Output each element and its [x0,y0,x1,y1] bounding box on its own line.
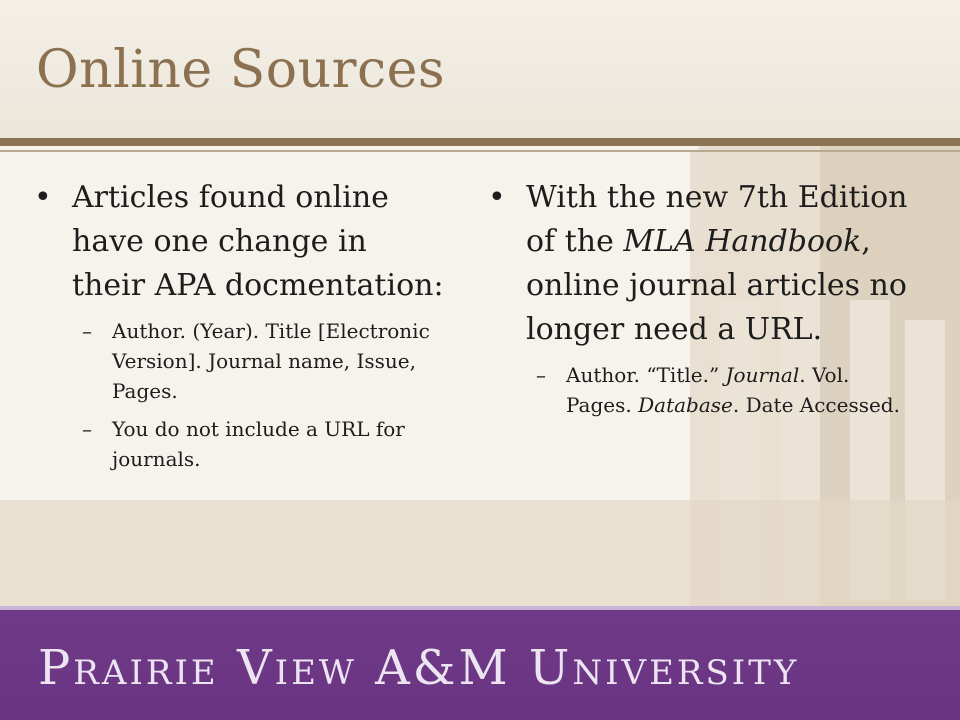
right-bullet-text-c: , online journal articles no longer need a URL. [526,224,907,347]
right-sub-e: . Date Accessed. [732,393,900,417]
right-subpoint-text [566,360,908,420]
en-dash-icon: – [536,363,546,387]
left-subpoint-text: Author. (Year). Title [Electronic Version]. Journal name, Issue, Pages. [112,319,430,403]
header-rule [0,138,960,146]
left-bullet-text: Articles found online have one change in their APA docmentation: [72,180,444,303]
en-dash-icon: – [82,417,92,441]
right-bullet-text-a: With the new 7th Edition of the [526,180,908,259]
right-bullet-text [526,176,908,352]
left-column [34,176,444,474]
en-dash-icon: – [82,319,92,343]
right-column [488,176,908,420]
right-subpoint-1 [536,360,908,420]
right-sub-d: Database [638,393,733,417]
bullet-dot-icon: • [34,180,52,215]
left-bullet [34,176,444,308]
right-bullet-text-b: MLA Handbook [623,224,862,259]
left-subpoint-2 [82,414,444,474]
left-subpoint-text: You do not include a URL for journals. [112,417,405,471]
header-rule-thin [0,150,960,152]
left-subpoint-1 [82,316,444,406]
right-bullet [488,176,908,352]
right-sub-b: Journal [725,363,800,387]
slide-title: Online Sources [36,40,446,100]
right-sub-a: Author. “Title.” [566,363,726,387]
right-sub-c: . Vol. Pages. [566,363,850,417]
university-logo-text: Prairie View A&M University [38,640,800,696]
bullet-dot-icon: • [488,180,506,215]
